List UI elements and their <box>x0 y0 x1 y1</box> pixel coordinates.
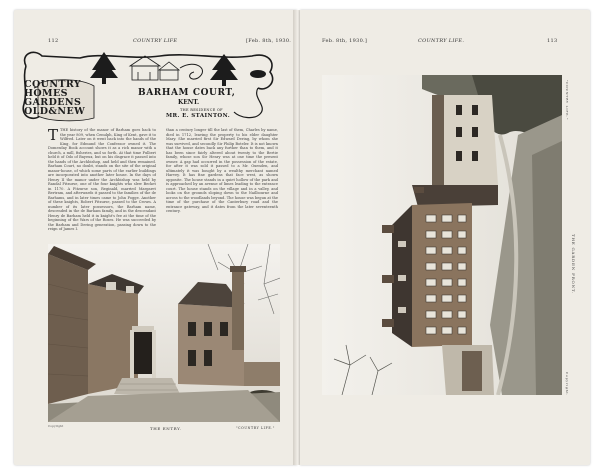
entry-photo-credit: Copyright <box>48 424 64 428</box>
series-masthead <box>20 48 278 122</box>
body-column-2: than a century longer till the last of them, Charles by name, died in 1712, leaving the property to his elder daughter Mary. She married first Sir Edward Dering, by whom she was survived, and secondly Sir Philip Boteler. It is not known that the house dates back any further than to them, and it has been since fairly altered about twenty to the Bertie family, whose son Sir Henry was at one time the present owner. A gap had occurred in the possession of the estate, for after it was sold it passed to a Mr. Oxenden, and ultimately it was bought by a wealthy merchant named Harvey. It has fine gardens that face west, as shown opposite. The house stands in a quiet hollow of the park and is approached by an avenue of limes leading to the entrance court. The house stands on the village and in a valley, and looks on the grounds sloping down to the Nailbourne and across to the woodlands beyond. The house was begun at the time of the purchase of the Canterbury road and the entrance gateway, and it dates from the later seventeenth century. <box>166 128 278 213</box>
article-owner: MR. E. STAINTON. <box>166 113 231 119</box>
series-title-line: COUNTRY <box>24 79 82 90</box>
article-subtitle: KENT. <box>178 99 200 106</box>
garden-front-caption: THE GARDEN FRONT. <box>571 234 576 294</box>
body-column-1-text: THE history of the manor of Barham goes back to the year 809, when Cenulph, King of Kent, gave it to Wilfred. Later on it went back into the hands of the King, for Edmund the Confessor owned it. The Domesday Book account shows it as a rich manor with a church, a mill, fisheries, and so forth. At that time Fulbert held it of Odo of Bayeux, but on his disgrace it passed into the hands of the Archbishop, and held and then remained. Barham Court, no doubt, stands on the site of the original manor-house, of which some parts of the earlier buildings are incorporated into another later house. In the days of Henry II the manor under the Archbishop was held by Randal Fitzurse, one of the four knights who slew Becket in 1170. A Fitzurse son, Reginald, married Margaret Bertram, and afterwards it passed to the families of the de Barhams, and in later times came to John Fogge. Another of these knights, Robert Fitzurse, passed to the Crown. A number of its later possessors, the Barham name, descended in the de Barham family, and in the descendant Henry de Barham held it in knight's fee at the time of the beginning of the Wars of the Roses. He was succeeded by the Barham and Dering generation, passing down to the reign of James I. <box>48 128 156 231</box>
garden-front-photo-art <box>322 75 562 395</box>
body-column-1 <box>48 128 156 240</box>
article-title: BARHAM COURT, <box>138 88 236 98</box>
series-title <box>24 80 104 116</box>
left-running-head: COUNTRY LIFE <box>133 38 178 44</box>
right-running-head: COUNTRY LIFE. <box>418 38 465 44</box>
left-page-number: 112 <box>48 38 59 44</box>
entry-photo-caption: THE ENTRY. <box>150 426 182 431</box>
entry-photo-credit-right: "COUNTRY LIFE." <box>236 426 275 430</box>
series-title-line: GARDENS <box>24 97 82 108</box>
series-title-line: OLD&NEW <box>24 106 86 117</box>
entry-photograph <box>48 244 280 422</box>
entry-photo-art <box>48 244 280 422</box>
article-ownership: THE RESIDENCE OF <box>180 108 223 112</box>
left-issue-date: [Feb. 8th, 1930. <box>246 38 292 44</box>
drop-cap: T <box>48 128 59 144</box>
garden-front-photograph <box>322 75 562 395</box>
right-issue-date: Feb. 8th, 1930.] <box>322 38 368 44</box>
right-page-number: 113 <box>547 38 558 44</box>
series-title-line: HOMES <box>24 88 68 99</box>
garden-front-credit-top: "COUNTRY LIFE." <box>565 80 569 121</box>
garden-front-credit-bottom: Copyright. <box>565 372 569 397</box>
article-heading <box>138 88 278 119</box>
